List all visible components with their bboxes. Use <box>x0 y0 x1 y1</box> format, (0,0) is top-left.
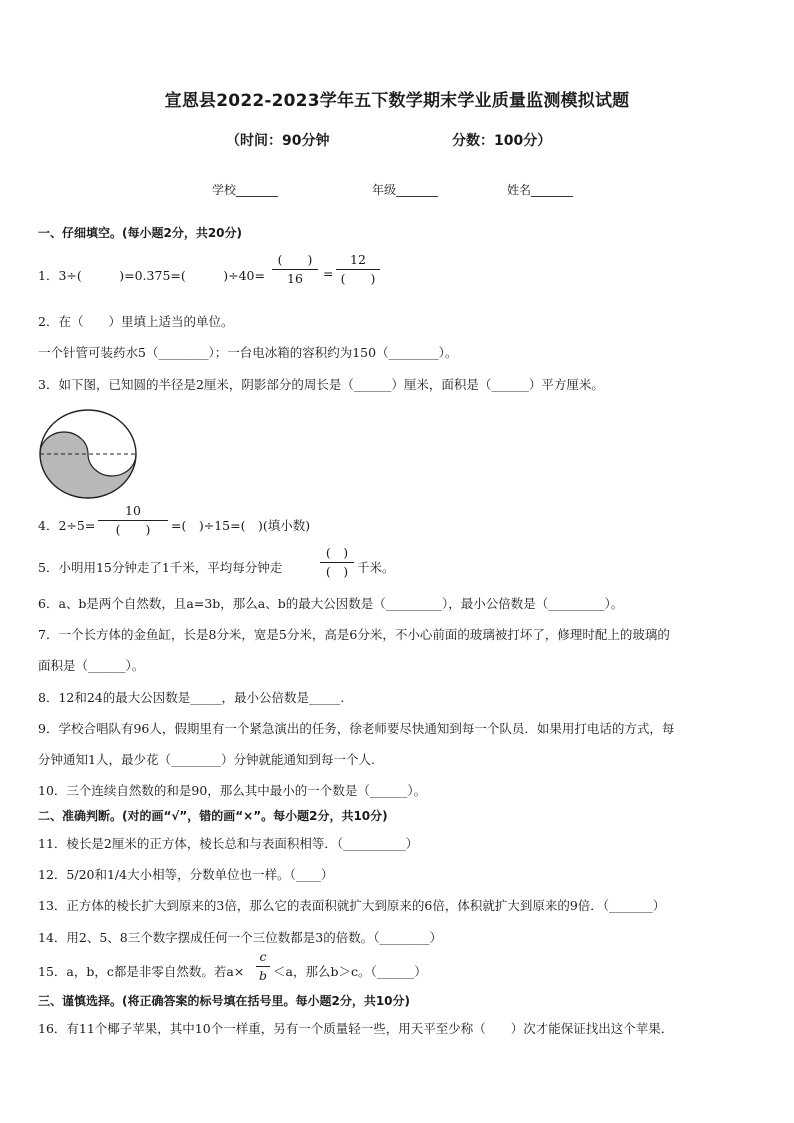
exam-time: （时间：90分钟 <box>226 133 330 149</box>
question-1-frac1-numerator: ( ) <box>277 252 313 267</box>
question-4-prefix: 4．2÷5= <box>38 518 96 533</box>
question-7-text: 7．一个长方体的金鱼缸，长是8分米，宽是5分米，高是6分米，不小心前面的玻璃被打坏了，修理时配上的玻璃的 <box>38 627 670 642</box>
fraction-bar <box>272 269 318 270</box>
question-11-text: 11．棱长是2厘米的正方体，棱长总和与表面积相等．（__________） <box>38 836 419 851</box>
question-4-numerator: 10 <box>125 503 141 518</box>
school-field: 学校_______ <box>212 183 279 197</box>
question-8-text: 8．12和24的最大公因数是_____，最小公倍数是_____. <box>38 690 345 705</box>
question-13-text: 13．正方体的棱长扩大到原来的3倍，那么它的表面积就扩大到原来的6倍，体积就扩大到原来的9倍．（_______） <box>38 898 666 913</box>
question-9-continued: 分钟通知1人，最少花（________）分钟就能通知到每一个人. <box>38 752 375 767</box>
question-1-frac2-numerator: 12 <box>350 252 366 267</box>
section-3-heading: 三、谨慎选择。(将正确答案的标号填在括号里。每小题2分，共10分) <box>38 994 411 1008</box>
question-4-denominator: ( ) <box>115 522 151 537</box>
question-7-continued: 面积是（______）。 <box>38 658 145 673</box>
question-15-numerator: c <box>259 949 267 964</box>
question-1-equals: = <box>323 266 334 281</box>
question-10-text: 10．三个连续自然数的和是90，那么其中最小的一个数是（______）。 <box>38 783 427 798</box>
question-2-detail: 一个针管可装药水5（________）；一台电冰箱的容积约为150（________）。 <box>38 345 458 360</box>
question-5-numerator: ( ) <box>325 545 349 560</box>
fraction-bar <box>98 520 168 521</box>
shaded-region <box>40 432 136 498</box>
question-4-fraction <box>98 503 168 538</box>
question-5-fraction <box>320 545 354 580</box>
fraction-bar <box>336 269 380 270</box>
question-9-text: 9．学校合唱队有96人，假期里有一个紧急演出的任务，徐老师要尽快通知到每一个队员．如果用打电话的方式，每 <box>38 721 675 736</box>
question-1-fraction-2 <box>336 252 380 287</box>
question-15-denominator: b <box>258 968 267 983</box>
question-5-suffix: 千米。 <box>357 560 395 575</box>
page-title: 宣恩县2022-2023学年五下数学期末学业质量监测模拟试题 <box>164 91 630 111</box>
question-15-fraction <box>256 949 270 984</box>
name-field: 姓名_______ <box>507 183 574 197</box>
question-16-text: 16．有11个椰子苹果，其中10个一样重，另有一个质量轻一些，用天平至少称（ ）次才能保证找出这个苹果． <box>38 1021 674 1036</box>
question-3-text: 3．如下图，已知圆的半径是2厘米，阴影部分的周长是（______）厘米，面积是（______）平方厘米。 <box>38 377 604 392</box>
question-15-suffix: ＜a，那么b＞c。（______） <box>273 964 427 979</box>
question-1-fraction-1 <box>272 252 318 287</box>
section-2-heading: 二、准确判断。(对的画“√”，错的画“×”。每小题2分，共10分) <box>38 809 388 823</box>
question-6-text: 6．a、b是两个自然数，且a=3b，那么a、b的最大公因数是（_________），最小公倍数是（_________）。 <box>38 596 624 611</box>
question-5-prefix: 5．小明用15分钟走了1千米，平均每分钟走 <box>38 560 283 575</box>
fraction-bar <box>320 562 354 563</box>
question-1-text: 1．3÷( )=0.375=( )÷40= <box>38 268 265 283</box>
question-2-text: 2．在（ ）里填上适当的单位。 <box>38 314 234 329</box>
question-4-suffix: =( )÷15=( )(填小数) <box>171 518 311 533</box>
question-15-prefix: 15．a，b，c都是非零自然数。若a× <box>38 964 245 979</box>
question-12-text: 12．5/20和1/4大小相等，分数单位也一样。（____） <box>38 867 334 882</box>
section-1-heading: 一、仔细填空。(每小题2分，共20分) <box>38 226 243 240</box>
question-1-frac2-denominator: ( ) <box>340 271 376 286</box>
fraction-bar <box>256 966 270 967</box>
grade-field: 年级_______ <box>372 183 439 197</box>
question-1-frac1-denominator: 16 <box>287 271 303 286</box>
yin-yang-circle-figure <box>36 408 140 502</box>
exam-score: 分数：100分） <box>452 133 552 149</box>
question-14-text: 14．用2、5、8三个数字摆成任何一个三位数都是3的倍数。（________） <box>38 930 442 945</box>
question-5-denominator: ( ) <box>325 564 349 579</box>
